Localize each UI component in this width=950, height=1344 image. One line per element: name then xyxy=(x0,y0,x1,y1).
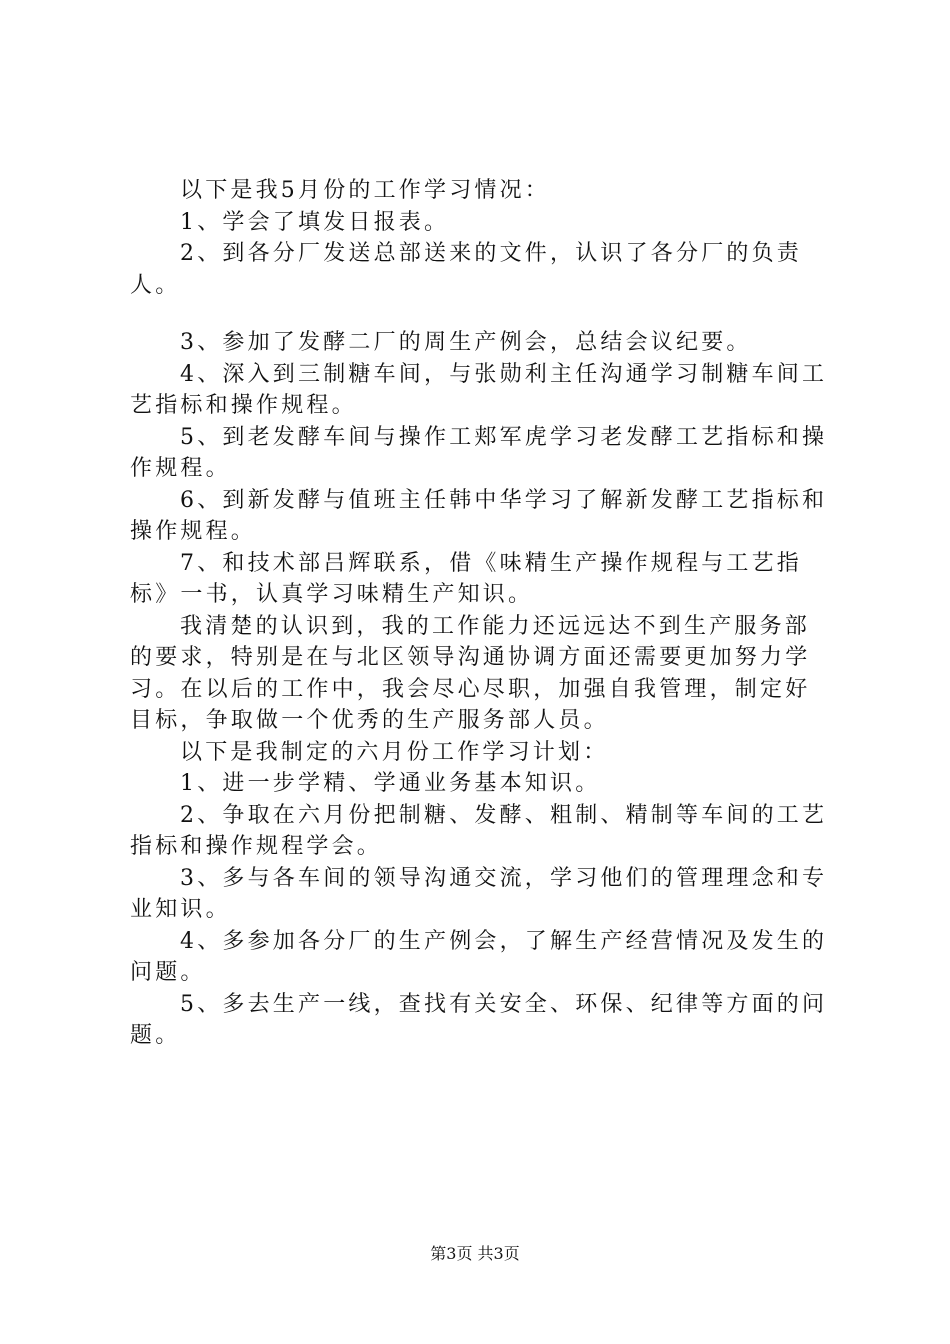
paragraph-june-item-1: 1、进一步学精、学通业务基本知识。 xyxy=(180,771,601,796)
paragraph-may-item-6: 6、到新发酵与值班主任韩中华学习了解新发酵工艺指标和操作规程。 xyxy=(130,487,828,544)
paragraph-may-item-7: 7、和技术部吕辉联系，借《味精生产操作规程与工艺指标》一书，认真学习味精生产知识。 xyxy=(130,550,802,607)
paragraph-intro-may: 以下是我5月份的工作学习情况： xyxy=(180,178,550,203)
document-body xyxy=(130,175,830,1052)
paragraph-june-item-4: 4、多参加各分厂的生产例会，了解生产经营情况及发生的问题。 xyxy=(130,928,828,985)
paragraph-june-item-5: 5、多去生产一线，查找有关安全、环保、纪律等方面的问题。 xyxy=(130,991,828,1048)
page-number-footer: 第3页 共3页 xyxy=(430,1244,520,1263)
paragraph-may-item-4: 4、深入到三制糖车间，与张勋利主任沟通学习制糖车间工艺指标和操作规程。 xyxy=(130,361,828,418)
paragraph-may-item-3: 3、参加了发酵二厂的周生产例会，总结会议纪要。 xyxy=(180,330,752,355)
paragraph-june-item-2: 2、争取在六月份把制糖、发酵、粗制、精制等车间的工艺指标和操作规程学会。 xyxy=(130,802,828,859)
paragraph-may-item-5: 5、到老发酵车间与操作工郏军虎学习老发酵工艺指标和操作规程。 xyxy=(130,424,828,481)
paragraph-may-item-2: 2、到各分厂发送总部送来的文件，认识了各分厂的负责人。 xyxy=(130,241,802,298)
paragraph-june-item-3: 3、多与各车间的领导沟通交流，学习他们的管理理念和专业知识。 xyxy=(130,865,828,922)
paragraph-reflection: 我清楚的认识到，我的工作能力还远远达不到生产服务部的要求，特别是在与北区领导沟通协调方面还需要更加努力学习。在以后的工作中，我会尽心尽职，加强自我管理，制定好目标，争取做一个优秀的生产服务部人员。 xyxy=(130,613,811,733)
paragraph-may-item-1: 1、学会了填发日报表。 xyxy=(180,209,450,235)
paragraph-intro-june-plan: 以下是我制定的六月份工作学习计划： xyxy=(180,739,609,765)
